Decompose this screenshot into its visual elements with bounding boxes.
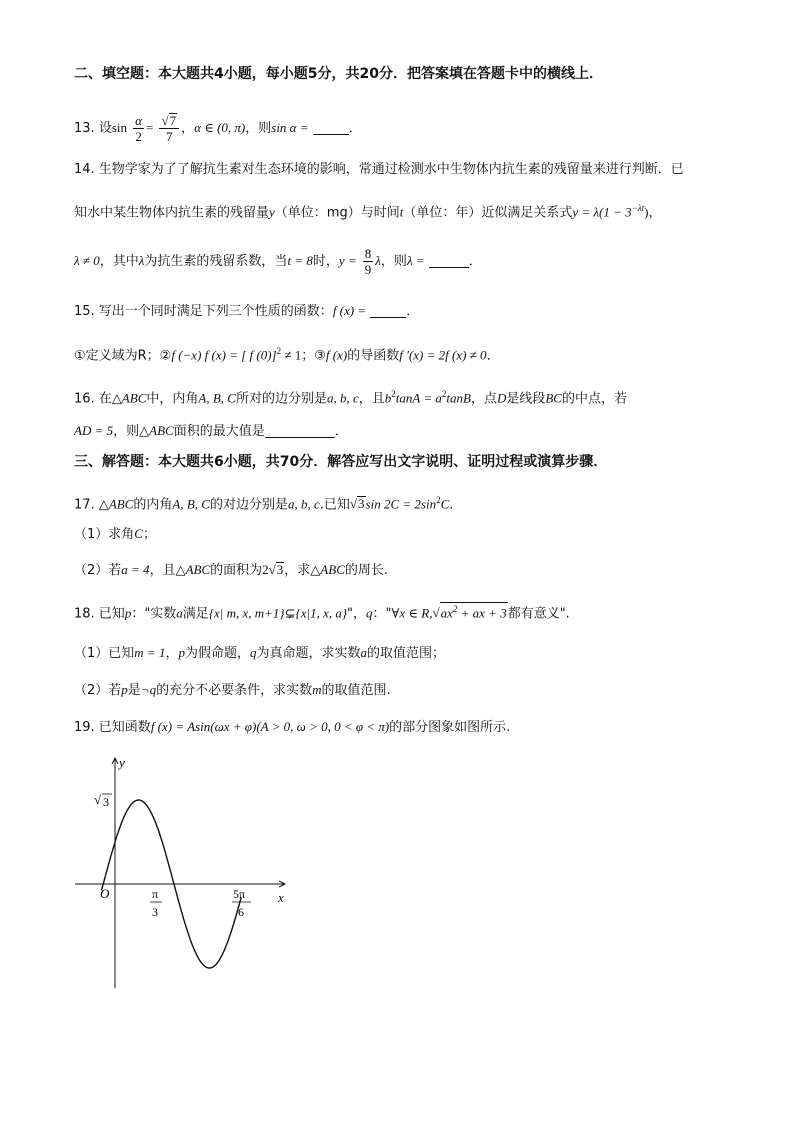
q17-g: .已知 [319, 497, 350, 513]
q16-then: ，则 [113, 424, 140, 439]
q16-d: D [496, 390, 507, 406]
q17-a4: a = 4 [121, 562, 150, 577]
q18-sqrt: $ax^2$ + ax + 3 [440, 604, 507, 621]
q17-p2a: （2）若 [74, 563, 122, 578]
q18-forall: ∀x ∈ R, [391, 605, 433, 621]
q18-p1-q: q [249, 645, 257, 660]
section-3-header: 三、解答题：本大题共6小题，共70分．解答应写出文字说明、证明过程或演算步骤． [74, 454, 608, 470]
q16-abc-2: △ABC [139, 423, 174, 438]
y-tick-sqrt3 [94, 792, 112, 809]
q18-p1c: ， [165, 646, 179, 661]
q16-ad: AD = 5 [74, 423, 114, 438]
q16-m: 是线段 [506, 391, 546, 407]
q14-formula-end: )， [644, 204, 662, 220]
q14-end: ． [468, 254, 482, 269]
q13-sina: sin α = [271, 120, 309, 135]
q14-y-eq: y = [338, 253, 357, 268]
q17-abc-2: △ABC [175, 562, 211, 577]
q14-text-b: （单位：mg）与时间 [274, 205, 400, 221]
q16-g: ，且 [358, 391, 385, 407]
q19-c: 的部分图象如图所示. [389, 720, 511, 735]
q15-text: 15. 写出一个同时满足下列三个性质的函数： [74, 304, 333, 319]
q15-derivative-formula: f ′(x) = 2f (x) ≠ 0 [399, 347, 487, 363]
q17-sin: sin 2C = 2sin [365, 496, 437, 512]
q15-derivative-text: 的导函数 [347, 348, 400, 364]
q18-notq: ¬q [140, 682, 157, 697]
q18-p2c: 是 [127, 683, 141, 698]
q14-lambda: λ [138, 253, 145, 268]
q18-p1e: 为假命题， [184, 646, 250, 661]
q18-k: ：" [372, 606, 392, 622]
q16-angles: A, B, C [198, 390, 236, 406]
q18-line-1: 18. 已知p："实数a满足{x| m, x, m+1}⊊{x|1, x, a}"，q："∀x ∈ $R,√ax^2$ + ax + 3都有意义". [74, 604, 570, 622]
q17-two: 2 [262, 562, 269, 577]
q18-p: p [124, 605, 132, 621]
origin-label: O [100, 886, 110, 901]
q14-text-a: 知水中某生物体内抗生素的残留量 [74, 205, 270, 221]
q17-c: 的内角 [133, 497, 173, 513]
q14-frac-8-9: $\frac{8}{9}$ [364, 246, 372, 277]
q13-answer-blank[interactable] [313, 134, 349, 135]
y-axis-label: y [119, 755, 125, 770]
q18-m1: m = 1 [134, 645, 166, 660]
q14-text-e: 为抗生素的残留系数，当 [144, 254, 288, 269]
q13-frac-alpha: $\frac{\alpha}{2}$ [135, 113, 142, 144]
q18-e: 满足 [182, 606, 209, 622]
q16-abc: △ABC [111, 390, 147, 406]
q15-sup: 2 [276, 346, 282, 356]
q17-p1a: （1）求角 [74, 527, 135, 542]
q16-sides: a, b, c [326, 390, 359, 406]
q15-answer-blank[interactable] [370, 317, 406, 318]
q18-p2-p: p [121, 682, 128, 697]
q14-lambda-eq: λ = [406, 253, 425, 268]
q14-var-t: t [399, 204, 404, 220]
q14-var-y: y [269, 204, 275, 220]
q15-prop-2-formula: f (−x) f (x) = [ f (0)] [171, 347, 277, 363]
q15-prop-3: ；③ [301, 348, 326, 364]
q16-o: 的中点，若 [561, 391, 627, 407]
q18-p1a: （1）已知 [74, 646, 135, 661]
q14-line-2 [74, 198, 661, 223]
q15-prop-1: ①定义域为R；② [74, 348, 172, 364]
q16-b: b [384, 390, 392, 406]
question-13 [74, 113, 362, 144]
q14-text-g: ，则 [380, 254, 407, 269]
q18-p2e: 的充分不必要条件，求实数 [156, 683, 313, 698]
q14-answer-blank[interactable] [429, 267, 469, 268]
q13-alpha-range: α ∈ (0, π) [194, 120, 246, 135]
q18-i: "， [347, 606, 367, 622]
q18-p1-a: a [360, 645, 367, 660]
q15-end-2: ． [486, 348, 500, 364]
q13-number: 13. [74, 121, 95, 136]
q16-line-2 [74, 421, 348, 442]
q14-line-1: 14. 生物学家为了了解抗生素对生态环境的影响，常通过检测水中生物体内抗生素的残留量来进行判断．已 [74, 162, 684, 177]
q15-fx-2: f (x) [325, 347, 348, 363]
sine-graph [70, 750, 300, 995]
q13-sin: sin [111, 120, 128, 135]
q13-eq: = [145, 120, 154, 135]
q14-formula: y = λ(1 − 3 [572, 204, 632, 220]
q14-text-c: （单位：年）近似满足关系式 [403, 205, 573, 221]
q15-fx: f (x) = [332, 303, 367, 318]
q16-line-1: 16. 在△ABC中，内角A, B, C所对的边分别是a, b, c，且$b^2\tan A = a^2\tan B$，点D是线段BC的中点，若 [74, 389, 627, 407]
q16-max-area: 面积的最大值是 [173, 424, 265, 439]
q18-a: 18. 已知 [74, 606, 125, 622]
q17-perimeter: 的周长. [344, 563, 389, 578]
svg-text:6: 6 [238, 905, 244, 919]
q16-c: 中，内角 [146, 391, 199, 407]
q17-p1-c: C [134, 526, 143, 541]
q18-p1g: 为真命题，求实数 [256, 646, 361, 661]
q17-p1-end: ； [142, 527, 156, 542]
section-2-header: 二、填空题：本大题共4小题，每小题5分，共20分．把答案填在答题卡中的横线上． [74, 66, 603, 82]
q17-cvar: C [440, 496, 450, 512]
q16-a: 16. 在 [74, 391, 112, 407]
q16-tanb: tanB [446, 390, 471, 406]
q18-p2g: 的取值范围. [321, 683, 391, 698]
q19-function: f (x) = Asin(ωx + φ)(A > 0, ω > 0, 0 < φ < π) [150, 719, 390, 734]
q17-p2e: 的面积为 [210, 563, 263, 578]
svg-text:3: 3 [103, 795, 109, 809]
q14-text-d: ，其中 [99, 254, 139, 269]
q16-tan: tanA = a [395, 390, 442, 406]
x-tick-pi-3 [150, 887, 162, 919]
q18-set1: {x| m, x, m+1} [208, 605, 285, 621]
q18-q: q [366, 605, 373, 621]
q16-k: ，点 [470, 391, 497, 407]
q17-sqrt3: 3 [358, 496, 365, 512]
svg-text:3: 3 [152, 905, 158, 919]
q18-part-1 [74, 643, 445, 664]
q17-sqrt3b: 3 [276, 562, 284, 577]
q13-text: 设 [98, 121, 112, 136]
q18-p-end: 都有意义". [507, 606, 570, 622]
q19-line [74, 717, 510, 738]
q15-line-2 [74, 341, 500, 366]
svg-text:π: π [152, 887, 159, 901]
q16-bc: BC [545, 390, 562, 406]
q14-lambda-ne0: λ ≠ 0 [74, 253, 100, 268]
q16-e: 所对的边分别是 [235, 391, 327, 407]
q17-abc-3: △ABC [310, 562, 345, 577]
q17-end: . [449, 497, 454, 513]
q14-t8: t = 8 [287, 253, 313, 268]
q15-end: ． [406, 304, 420, 319]
q14-text-f: 时， [312, 254, 339, 269]
q17-e: 的对边分别是 [209, 497, 288, 513]
q14-line-3 [74, 246, 482, 277]
q17-line-1: 17. △ABC的内角A, B, C的对边分别是a, b, c.已知√3sin $2C = 2\sin^2C$. [74, 495, 454, 513]
q17-sides: a, b, c [287, 496, 320, 512]
q18-subset: ⊊ [284, 605, 296, 621]
q17-sup: 2 [436, 495, 441, 505]
x-axis-label: x [278, 890, 284, 905]
q17-angles: A, B, C [172, 496, 210, 512]
svg-text:√: √ [94, 792, 102, 807]
q17-abc: △ABC [98, 496, 134, 512]
q13-end: ． [348, 121, 362, 136]
q18-part-2 [74, 680, 391, 701]
q16-end: ． [334, 424, 348, 439]
q13-then: ，则 [245, 121, 272, 136]
q13-frac-sqrt7: $\frac{√7}{7}$ [159, 113, 179, 144]
q14-exponent: −λt [631, 203, 645, 213]
q15-line-1 [74, 301, 419, 322]
q18-m: m [312, 682, 322, 697]
svg-text:5π: 5π [233, 887, 246, 901]
q18-avar: a [176, 605, 183, 621]
q18-p1-p: p [178, 645, 185, 660]
x-tick-5pi-6 [232, 887, 251, 919]
q17-p2c: ，且 [149, 563, 176, 578]
q14-lambda-2: λ [375, 253, 381, 268]
q17-part-1 [74, 524, 156, 545]
q13-comma: ， [181, 121, 195, 136]
q18-c: ："实数 [131, 606, 177, 622]
q17-part-2: （2）若a = 4，且△ABC的面积为2√3，求△ABC的周长. [74, 562, 389, 578]
q18-p2a: （2）若 [74, 683, 122, 698]
q18-set2: {x|1, x, a} [295, 605, 348, 621]
q16-answer-blank[interactable] [265, 437, 335, 438]
q18-p1i: 的取值范围； [367, 646, 446, 661]
q19-a: 19. 已知函数 [74, 720, 151, 735]
q17-num: 17. [74, 497, 95, 513]
q15-ne1: ≠ 1 [281, 347, 302, 363]
q17-p2h: ，求 [284, 563, 311, 578]
